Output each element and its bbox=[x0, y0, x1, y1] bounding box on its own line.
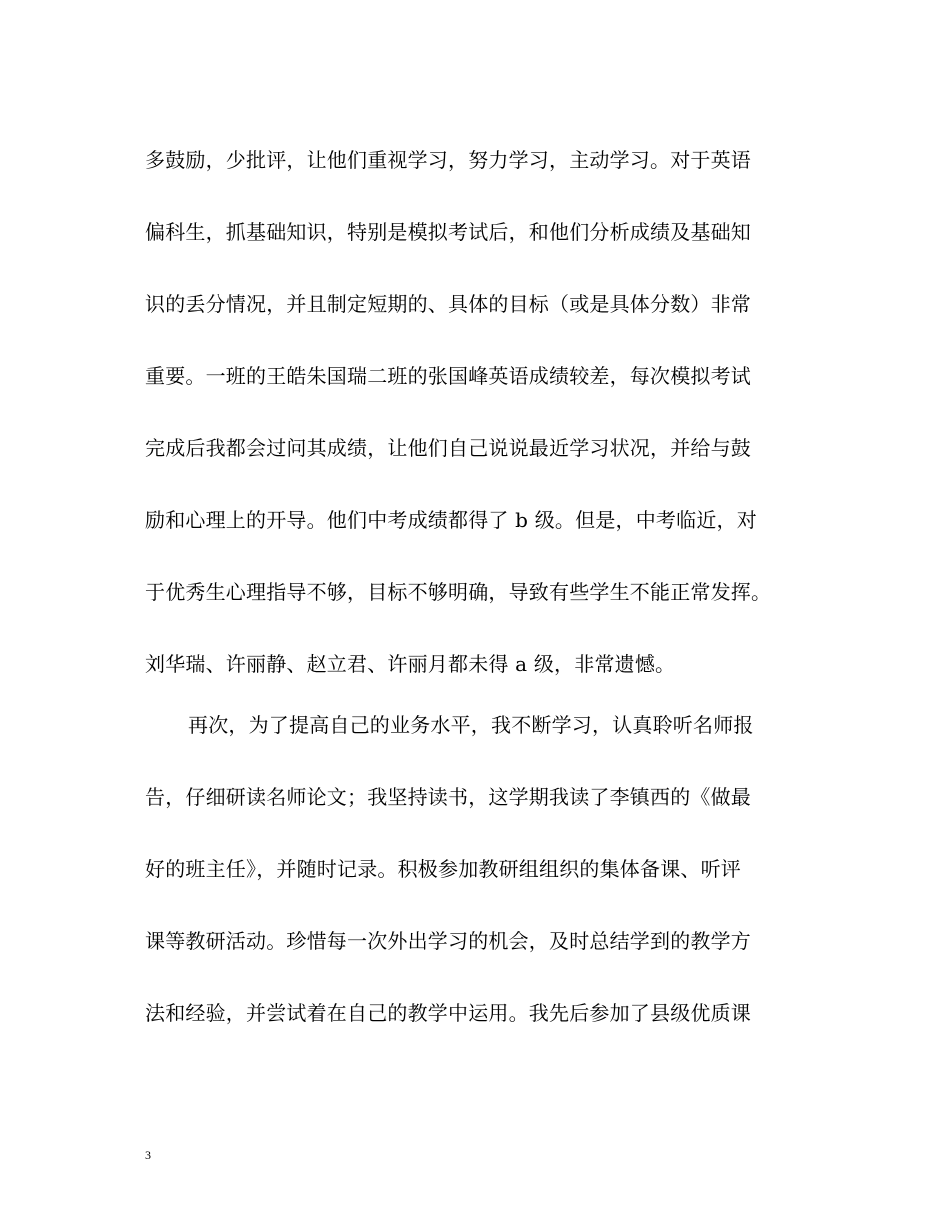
page-number: 3 bbox=[145, 1148, 151, 1162]
text-line: 法和经验，并尝试着在自己的教学中运用。我先后参加了县级优质课 bbox=[145, 1001, 751, 1025]
text-line: 识的丢分情况，并且制定短期的、具体的目标（或是具体分数）非常 bbox=[145, 292, 751, 316]
text-line: 课等教研活动。珍惜每一次外出学习的机会，及时总结学到的教学方 bbox=[145, 929, 751, 953]
text-line: 励和心理上的开导。他们中考成绩都得了 b 级。但是，中考临近，对 bbox=[145, 508, 757, 532]
text-line: 偏科生，抓基础知识，特别是模拟考试后，和他们分析成绩及基础知 bbox=[145, 220, 751, 244]
text-line: 刘华瑞、许丽静、赵立君、许丽月都未得 a 级，非常遗憾。 bbox=[145, 652, 676, 676]
paragraph-first-line: 再次，为了提高自己的业务水平，我不断学习，认真聆听名师报 bbox=[188, 713, 754, 737]
text-line: 好的班主任》，并随时记录。积极参加教研组组织的集体备课、听评 bbox=[145, 857, 741, 881]
text-line: 完成后我都会过问其成绩，让他们自己说说最近学习状况，并给与鼓 bbox=[145, 436, 751, 460]
text-line: 多鼓励，少批评，让他们重视学习，努力学习，主动学习。对于英语 bbox=[145, 148, 751, 172]
text-line: 重要。一班的王皓朱国瑞二班的张国峰英语成绩较差，每次模拟考试 bbox=[145, 364, 751, 388]
text-line: 告，仔细研读名师论文；我坚持读书，这学期我读了李镇西的《做最 bbox=[145, 785, 751, 809]
text-line: 于优秀生心理指导不够，目标不够明确，导致有些学生不能正常发挥。 bbox=[145, 580, 772, 604]
